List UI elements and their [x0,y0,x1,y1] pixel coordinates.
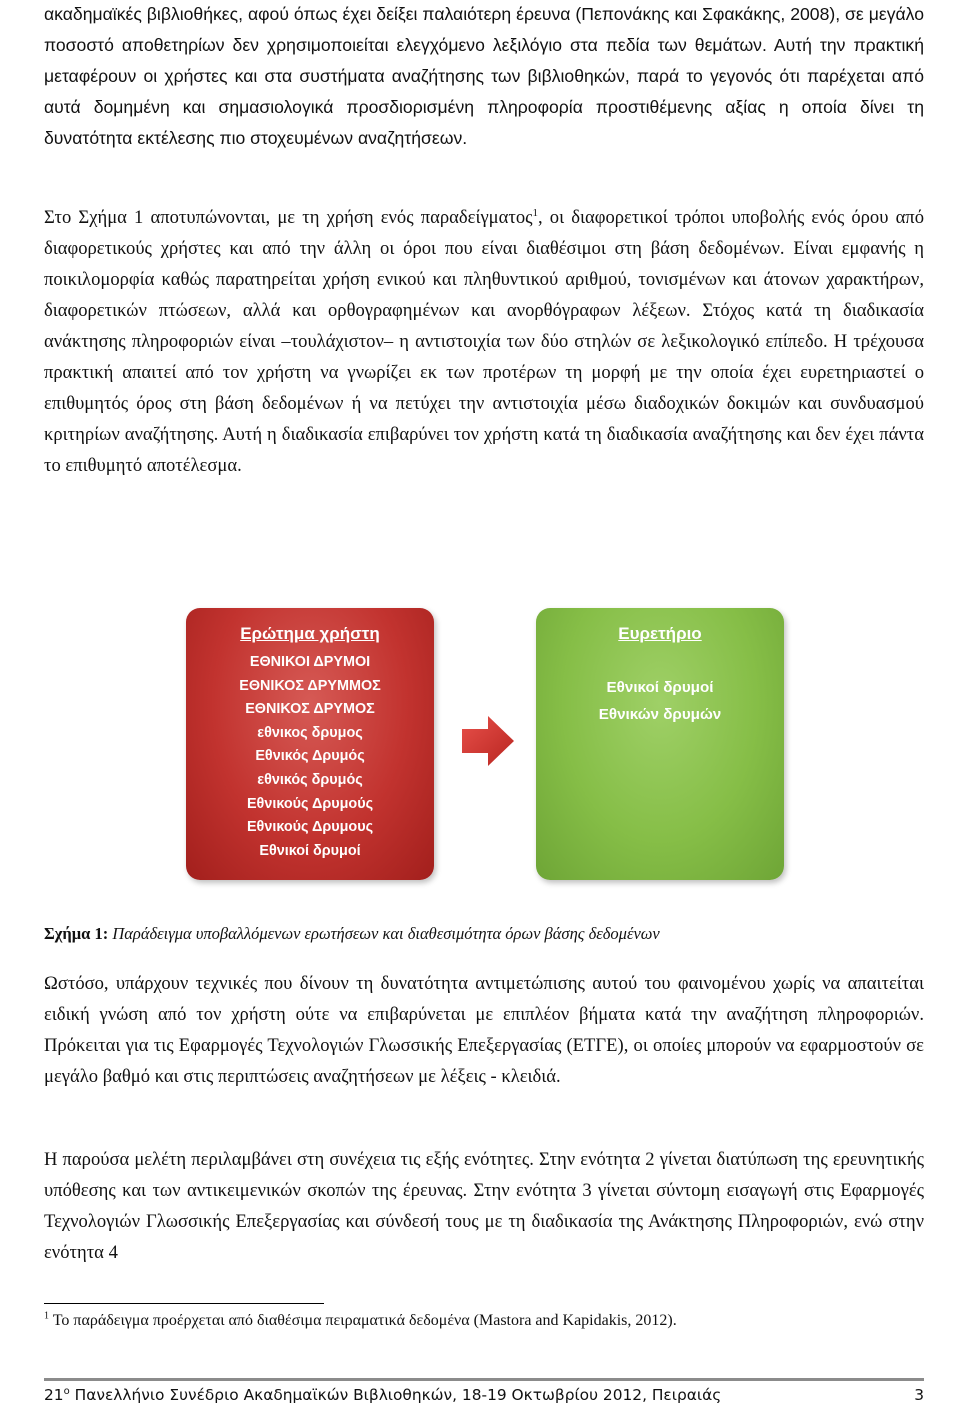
paragraph-3: Ωστόσο, υπάρχουν τεχνικές που δίνουν τη δυνατότητα αντιμετώπισης αυτού του φαινομένου χωρίς να απαιτείται ειδική γνώση από τον χρήστη ούτε να επιβαρύνεται με επιπλέον βήματα κατά την αναζήτηση πληροφοριών. Πρόκειται για τις Εφαρμογές Τεχνολογιών Γλωσσικής Επεξεργασίας (ΕΤΓΕ), οι οποίες μπορούν να εφαρμοστούν σε μεγάλο βαθμό και στις περιπτώσεις αναζητήσεων με λέξεις - κλειδιά. [44,973,924,1087]
index-item: Εθνικών δρυμών [598,706,722,723]
footer-ordinal: ο [63,1385,70,1397]
index-title: Ευρετήριο [618,624,702,643]
paragraph-1: ακαδημαϊκές βιβλιοθήκες, αφού όπως έχει δείξει παλαιότερη έρευνα (Πεπονάκης και Σφακάκης, 2008), σε μεγάλο ποσοστό αποθετηρίων δεν χρησιμοποιείται ελεγχόμενο λεξιλόγιο στα πεδία των θεμάτων. Αυτή την πρακτική μεταφέρουν οι χρήστες και στα συστήματα αναζήτησης των βιβλιοθηκών, παρά το γεγονός ότι παρέχεται από αυτά δομημένη και σημασιολογικά προσδιορισμένη πληροφορία προστιθέμενης αξίας η οποία δίνει τη δυνατότητα εκτέλεσης πιο στοχευμένων αναζητήσεων. [44,4,924,148]
user-query-title: Ερώτημα χρήστη [240,624,380,643]
paragraph-2-start: Στο Σχήμα 1 αποτυπώνονται, με τη χρήση ενός παραδείγματος [44,207,533,228]
index-item: Εθνικοί δρυμοί [606,679,714,696]
figure-caption [44,924,924,944]
footer-divider [44,1378,924,1381]
footnote-reference[interactable]: 1 [532,206,539,219]
user-query-item: Εθνικός Δρυμός [255,748,365,765]
caption-label: Σχήμα 1: [44,924,109,943]
index-box [536,608,784,880]
index-list [536,674,784,728]
paragraph-2 [44,202,924,481]
footnote-text: Το παράδειγμα προέρχεται από διαθέσιμα πειραματικά δεδομένα (Mastora and Kapidakis, 2012). [52,1312,677,1329]
user-query-item: εθνικος δρυμος [257,724,363,741]
footnote-divider [44,1303,324,1304]
user-query-item: εθνικός δρυμός [257,771,363,788]
footnote-mark: 1 [44,1310,49,1322]
paragraph-2-rest: , οι διαφορετικοί τρόποι υποβολής ενός όρου από διαφορετικούς χρήστες και από την άλλη οι όροι που είναι διαθέσιμοι στη βάση δεδομένων. Είναι εμφανής η ποικιλομορφία καθώς παρατηρείται χρήση ενικού και πληθυντικού αριθμού, τονισμένων και άτονων χαρακτήρων, διαφορετικών πτώσεων, αλλά και ορθογραφημένων και ανορθόγραφων λέξεων. Στόχος κατά τη διαδικασία ανάκτησης πληροφοριών είναι –τουλάχιστον– η αντιστοιχία των δύο στηλών σε λεξικολογικό επίπεδο. Η τρέχουσα πρακτική απαιτεί από τον χρήστη να γνωρίζει εκ των προτέρων τη μορφή με την οποία έχει ευρετηριαστεί ο επιθυμητός όρος στη βάση δεδομένων ή να πετύχει την αντιστοιχία μέσω διαδοχικών δοκιμών και συνδυασμού κριτηρίων αναζήτησης. Αυτή η διαδικασία επιβαρύνει τον χρήστη κατά τη διαδικασία αναζήτησης και δεν έχει πάντα το επιθυμητό αποτέλεσμα. [44,207,924,476]
footer-number: 21 [44,1386,64,1404]
user-query-item: Εθνικούς Δρυμούς [246,795,374,812]
paragraph-4: Η παρούσα μελέτη περιλαμβάνει στη συνέχεια τις εξής ενότητες. Στην ενότητα 2 γίνεται διατύπωση της ερευνητικής υπόθεσης και των αντικειμενικών σκοπών της έρευνας. Στην ενότητα 3 γίνεται σύντομη εισαγωγή στις Εφαρμογές Τεχνολογιών Γλωσσικής Επεξεργασίας και σύνδεσή τους με τη διαδικασία της Ανάκτησης Πληροφοριών, ενώ στην ενότητα 4 [44,1149,924,1263]
user-query-list [186,651,434,863]
user-query-item: ΕΘΝΙΚΟΙ ΔΡΥΜΟΙ [249,654,371,670]
page-number: 3 [914,1386,924,1404]
footer-text: Πανελλήνιο Συνέδριο Ακαδημαϊκών Βιβλιοθηκών, 18-19 Οκτωβρίου 2012, Πειραιάς [74,1386,722,1404]
arrow-right-icon [462,716,514,766]
caption-text: Παράδειγμα υποβαλλόμενων ερωτήσεων και διαθεσιμότητα όρων βάσης δεδομένων [112,924,660,943]
user-query-box [186,608,434,880]
footnote [44,1312,924,1330]
user-query-item: Εθνικούς Δρυμους [246,819,374,836]
figure-1 [186,608,786,880]
user-query-item: ΕΘΝΙΚΟΣ ΔΡΥΜΜΟΣ [239,677,381,694]
user-query-item: ΕΘΝΙΚΟΣ ΔΡΥΜΟΣ [245,701,375,718]
footer-conference [44,1386,721,1404]
user-query-item: Εθνικοί δρυμοί [259,842,361,859]
